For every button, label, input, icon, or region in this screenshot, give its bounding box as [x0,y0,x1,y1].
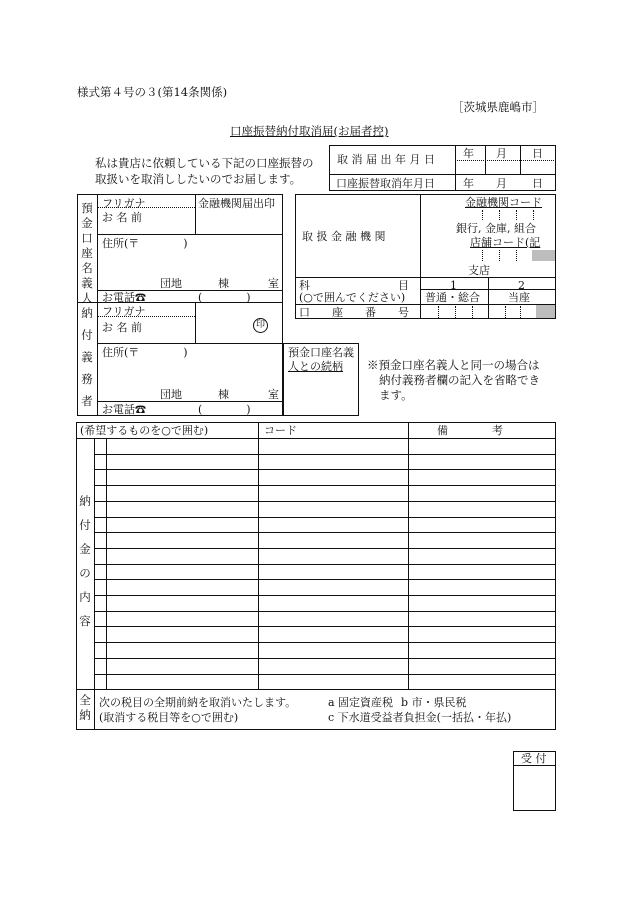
content-row-line [94,642,556,643]
payer-name-label: お 名 前 [102,321,142,334]
depositor-vertical-label: 預 金 口 座 名 義 人 [81,201,93,305]
content-row-line [94,501,556,502]
subject-note: (○で囲んでください) [299,291,406,304]
content-row-line [94,548,556,549]
depositor-tou: 棟 [218,277,229,290]
content-vertical-label: 納 付 金 の 内 容 [79,494,91,628]
branch-code-shaded-cell [532,250,555,261]
relation-label-2: 人との続柄 [288,360,343,373]
content-row-line [94,579,556,580]
payer-danchi: 団地 [160,388,182,401]
form-number: 様式第４号の３(第14条関係) [77,85,228,99]
receipt-label: 受 付 [521,752,547,765]
form-title: 口座振替納付取消届(お届者控) [230,124,389,138]
year-label: 年 [463,147,474,160]
full-payment-line-2: (取消する税目等を○で囲む) [99,711,239,724]
depositor-address-label: 住所(〒 ) [102,237,188,250]
note-line-2: 納付義務者欄の記入を省略でき [379,373,540,387]
option-b: b 市・県民税 [401,696,467,709]
account-shaded-cell [536,305,555,318]
bank-types-label: 銀行, 金庫, 組合 [456,222,536,235]
day-label: 日 [532,147,543,160]
seal-mark: 印 [253,318,268,333]
subject-label: 科 目 [299,279,409,292]
content-row-line [94,532,556,533]
transfer-cancel-label: 口座振替取消年月日 [336,177,435,190]
depositor-furigana: フリガナ [102,197,146,210]
payer-furigana: フリガナ [102,305,146,318]
content-row-line [94,595,556,596]
content-row-line [94,485,556,486]
intro-line-1: 私は貴店に依頼している下記の口座振替の [95,156,314,170]
option-c: c 下水道受益者負担金(一括払・年払) [328,711,512,724]
content-row-line [94,658,556,659]
cancel-date-label: 取 消 届 出 年 月 日 [337,153,435,166]
bank-seal-label: 金融機関届出印 [198,197,275,210]
header-remarks: 備 考 [437,424,503,437]
payer-phone-label: お電話☎ [102,403,146,416]
subject-2-text: 当座 [508,291,530,304]
depositor-danchi: 団地 [160,277,182,290]
content-row-line [94,517,556,518]
intro-line-2: 取扱いを取消ししたいのでお届します。 [95,172,302,186]
payer-address-label: 住所(〒 ) [102,346,188,359]
content-row-line [94,454,556,455]
payer-phone-parens: ( ) [198,403,251,416]
subject-1: 1 [450,279,457,292]
branch-code-label: 店舗コード(記 [470,236,541,249]
content-row-line [94,626,556,627]
year-label-2: 年 [463,177,474,190]
header-wish: (希望するものを○で囲む) [80,424,209,437]
payer-vertical-label: 納 付 義 務 者 [81,306,93,408]
account-number-label: 口 座 番 号 [299,306,409,319]
note-line-3: ます。 [379,388,413,402]
subject-1-text: 普通・総合 [425,291,480,304]
content-row-line [94,674,556,675]
depositor-phone-label: お電話☎ [102,291,146,304]
branch-label: 支店 [468,264,490,277]
month-label-2: 月 [496,177,507,190]
city-label: ［茨城県鹿嶋市］ [452,100,544,114]
content-row-line [94,611,556,612]
full-payment-line-1: 次の税目の全期前納を取消いたします。 [99,696,297,709]
institution-label: 取 扱 金 融 機 関 [302,230,386,243]
payer-shitsu: 室 [268,388,279,401]
relation-label-1: 預金口座名義 [288,346,354,359]
note-line-1: ※預金口座名義人と同一の場合は [367,358,540,372]
content-row-line [94,469,556,470]
option-a: a 固定資産税 [328,696,394,709]
full-payment-label: 全 納 [79,693,91,722]
month-label: 月 [496,147,507,160]
header-code: コード [264,424,297,437]
content-row-line [94,564,556,565]
payer-tou: 棟 [218,388,229,401]
depositor-name-label: お 名 前 [102,211,142,224]
day-label-2: 日 [532,177,543,190]
subject-2: 2 [518,279,525,292]
depositor-shitsu: 室 [268,277,279,290]
bank-code-label: 金融機関コード [465,196,542,209]
depositor-phone-parens: ( ) [198,291,251,304]
